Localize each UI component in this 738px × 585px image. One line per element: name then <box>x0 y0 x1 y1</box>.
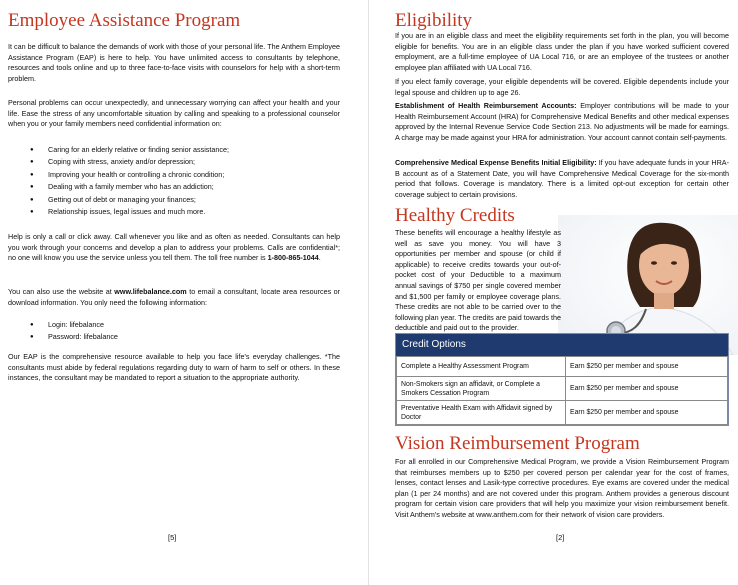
eap-intro: It can be difficult to balance the demands of work with those of your personal life. The Anthem Employee Assistance Program (EAP) is here to help. You have unlimited access to consultants by telephone, resources and tools online and up to three face-to-face visits with counselors for help with a short-term problem. <box>8 42 340 83</box>
credit-amount: Earn $250 per member and spouse <box>566 401 728 425</box>
medical-eligibility-paragraph <box>395 158 729 200</box>
login-item: ● Login: lifebalance <box>30 320 280 330</box>
credit-options-header: Credit Options <box>396 334 728 356</box>
credit-option: Non-Smokers sign an affidavit, or Complete a Smokers Cessation Program <box>397 377 566 401</box>
credit-option: Complete a Healthy Assessment Program <box>397 357 566 377</box>
table-row <box>397 377 728 401</box>
list-item: ● Getting out of debt or managing your finances; <box>30 195 330 205</box>
list-item: ● Caring for an elderly relative or finding senior assistance; <box>30 145 330 155</box>
vision-body: For all enrolled in our Comprehensive Medical Program, we provide a Vision Reimbursement Program that reimburses members up to $250 per covered person per calendar year for the cost of frames, lenses, contact lenses and Lasik-type corrective procedures. Eye exams are covered under the medical plan (1 per 24 months) and are not covered under this program. Anthem provides a generous discount program for certain vision care providers that will help you maximize your vision reimbursement benefit. Visit Anthem's website at www.anthem.com for their network of vision care providers. <box>395 457 729 519</box>
eligibility-title: Eligibility <box>395 10 473 31</box>
list-item: ● Relationship issues, legal issues and much more. <box>30 207 330 217</box>
list-item: ● Coping with stress, anxiety and/or depression; <box>30 157 330 167</box>
eap-topic-list <box>30 145 330 220</box>
credit-amount: Earn $250 per member and spouse <box>566 357 728 377</box>
eap-closing: Our EAP is the comprehensive resource available to help you face life's everyday challenges. *The consultants must abide by federal regulations regarding duty to warn of harm to self or others. In these instances, the consultant may be mandated to report a situation to the appropriate authority. <box>8 352 340 383</box>
eligibility-p1: If you are in an eligible class and meet the eligibility requirements set forth in the plan, you will become eligible for benefits. You are in an eligible class under the plan if you have worked sufficient covered employment, are a full-time employee of UA Local 716, or are an employee of the trustees or another employee plan affiliated with UA Local 716. <box>395 31 729 72</box>
hra-body: Employer contributions will be made to your Health Reimbursement Account (HRA) for Comprehensive Medical Benefits and other medical expenses approved by the Internal Revenue Service Code Section 213. No adjustments will be made for earnings. A charge may be made against your HRA for administration. Your account cannot contain self-payments. <box>395 101 729 142</box>
login-list <box>30 320 280 345</box>
eap-call-info: Help is only a call or click away. Call whenever you like and as often as needed. Consultants can help you work through your concerns and develop a plan to address your problems. Calls are confidential*; no one will know you use the service unless you tell them. The toll free number is 1-800-865-1044. <box>8 232 340 263</box>
website-text-cont: to email a consultant, locate area resources or download information. You only need the following information: <box>8 287 341 307</box>
eap-website-info <box>8 287 340 308</box>
healthy-credits-title: Healthy Credits <box>395 205 515 226</box>
credit-options-table <box>395 333 729 426</box>
eligibility-p2: If you elect family coverage, your eligible dependents will be covered. Eligible dependents include your legal spouse and children up to age 26. <box>395 77 729 97</box>
right-page <box>369 0 738 585</box>
eap-personal-problems: Personal problems can occur unexpectedly, and unnecessary worrying can affect your health and your life. Ease the stress of any uncomfortable situation by calling and speaking to a professional counselor when you or your family members need confidential information on: <box>8 98 340 129</box>
table-row <box>397 401 728 425</box>
list-item: ● Dealing with a family member who has an addiction; <box>30 182 330 192</box>
call-text: Help is only a call or click away. Call whenever you like and as often as needed. Consultants can help you work through your concerns and develop a plan to address your problems. Calls are confidential*; no one will know you use the service unless you tell them. The toll free number is <box>8 232 340 263</box>
password-item: ● Password: lifebalance <box>30 332 280 342</box>
page-number-left: [5] <box>168 533 177 542</box>
hra-paragraph <box>395 101 729 143</box>
medical-eligibility-heading: Comprehensive Medical Expense Benefits Initial Eligibility: <box>395 158 597 167</box>
hra-heading: Establishment of Health Reimbursement Accounts: <box>395 101 577 110</box>
eap-title: Employee Assistance Program <box>8 10 241 31</box>
page-number-right: [2] <box>556 533 565 542</box>
medical-eligibility-body: If you have adequate funds in your HRA-B account as of a Statement Date, you will have Comprehensive Medical Coverage for the six-month period that follows. Coverage is mandatory. There is a limited opt-out exception for certain other coverage subject to certain provisions. <box>395 158 729 199</box>
website-link[interactable]: www.lifebalance.com <box>114 287 187 296</box>
phone-number[interactable]: 1-800-865-1044 <box>267 253 319 263</box>
table-row <box>397 357 728 377</box>
website-text: You can also use the website at <box>8 287 112 296</box>
credit-amount: Earn $250 per member and spouse <box>566 377 728 401</box>
list-item: ● Improving your health or controlling a chronic condition; <box>30 170 330 180</box>
credit-option: Preventative Health Exam with Affidavit signed by Doctor <box>397 401 566 425</box>
vision-title: Vision Reimbursement Program <box>395 433 640 454</box>
credit-table <box>396 356 728 425</box>
healthy-credits-body: These benefits will encourage a healthy lifestyle as well as save you money. You will have 3 opportunities per member and spouse (or child if applicable) to receive credits towards your out-of-pocket cost of your Deductible to a maximum annual savings of $750 per single covered member and $1,500 per family or employee coverage plans. These credits are not able to be carried over to the following plan year. The credits are paid towards the deductible and paid out to the provider. <box>395 228 561 333</box>
